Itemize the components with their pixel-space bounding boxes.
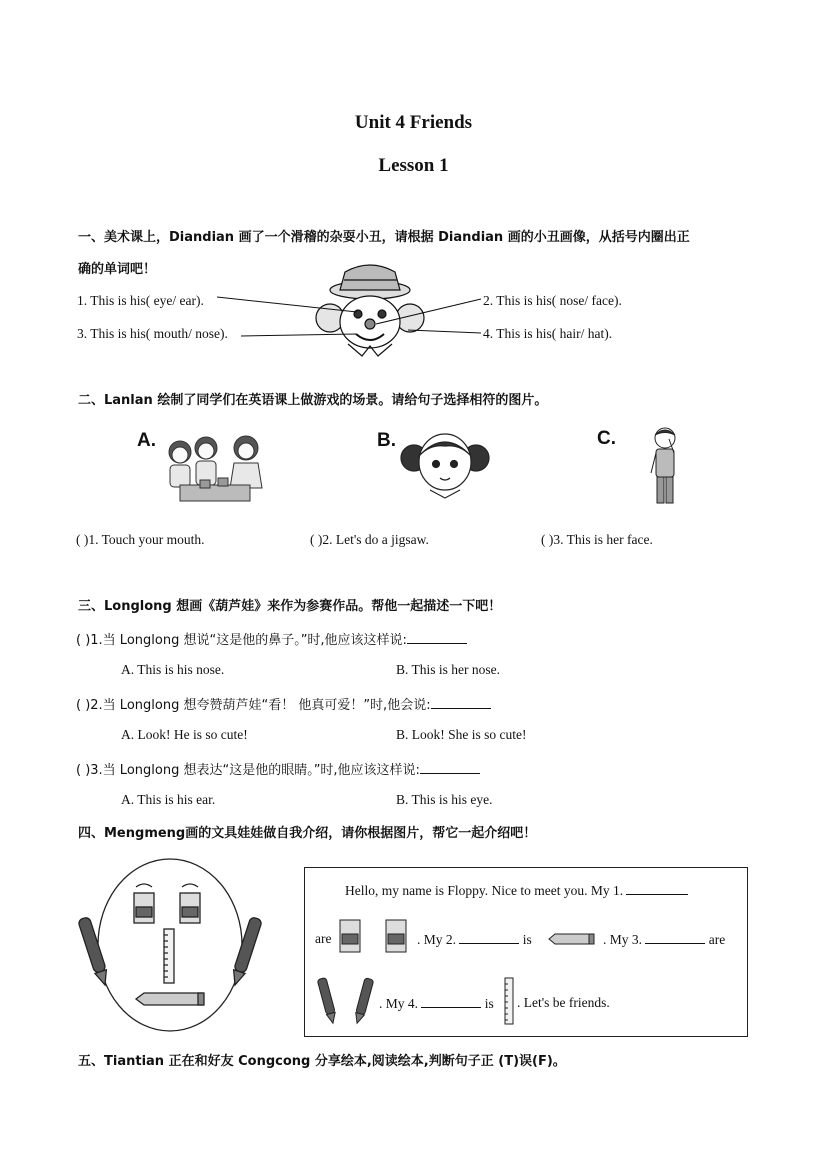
- s1-item-4: 4. This is his( hair/ hat).: [483, 326, 613, 341]
- section1-title-line2: 确的单词吧！: [78, 262, 157, 277]
- kids-jigsaw-image: [160, 430, 270, 510]
- unit-title: Unit 4 Friends: [354, 112, 473, 133]
- intro-line-1: Hello, my name is Floppy. Nice to meet you. My 1.: [345, 882, 688, 899]
- answer-blank-3[interactable]: [645, 931, 705, 944]
- s2-item-1: ( )1. Touch your mouth.: [76, 532, 205, 547]
- eraser-icons: [338, 918, 398, 956]
- intro-line-3-end: . Let's be friends.: [517, 995, 610, 1010]
- lesson-title: Lesson 1: [378, 155, 449, 176]
- picture-label-c: C.: [597, 428, 616, 449]
- section4-title: 四、Mengmeng画的文具娃娃做自我介绍，请你根据图片，帮它一起介绍吧！: [78, 826, 537, 841]
- girl-face-image: [400, 428, 490, 502]
- s3-q1-option-b: B. This is her nose.: [396, 662, 500, 677]
- s3-q1-option-a: A. This is his nose.: [121, 662, 225, 677]
- intro-box: [304, 867, 748, 1037]
- stationery-doll-image: [78, 855, 268, 1035]
- s1-item-1: 1. This is his( eye/ ear).: [77, 293, 204, 308]
- answer-blank-2[interactable]: [459, 931, 519, 944]
- s3-q3-option-b: B. This is his eye.: [396, 792, 493, 807]
- s3-q3-option-a: A. This is his ear.: [121, 792, 216, 807]
- clown-illustration: [0, 0, 827, 400]
- boy-standing-image: [645, 425, 685, 513]
- answer-blank-1[interactable]: [626, 882, 688, 895]
- s3-q1-stem: ( )1.当 Longlong 想说“这是他的鼻子。”时,他应该这样说:: [76, 629, 467, 648]
- ruler-icon: [503, 976, 515, 1026]
- answer-blank[interactable]: [420, 761, 480, 774]
- intro-line-2-my3: . My 3. are: [603, 932, 726, 947]
- section2-title: 二、Lanlan 绘制了同学们在英语课上做游戏的场景。请给句子选择相符的图片。: [78, 393, 548, 408]
- answer-blank[interactable]: [431, 696, 491, 709]
- answer-blank-4[interactable]: [421, 995, 481, 1008]
- s2-item-3: ( )3. This is her face.: [541, 532, 653, 547]
- s3-q2-stem: ( )2.当 Longlong 想夸赞葫芦娃“看！ 他真可爱！”时,他会说:: [76, 694, 491, 713]
- intro-line-2-are: are: [315, 931, 332, 946]
- section1-title-line1: 一、美术课上，Diandian 画了一个滑稽的杂耍小丑，请根据 Diandian 画的小丑画像，从括号内圈出正: [78, 230, 690, 245]
- s1-item-2: 2. This is his( nose/ face).: [483, 293, 622, 308]
- s3-q3-stem: ( )3.当 Longlong 想表达“这是他的眼睛。”时,他应该这样说:: [76, 759, 480, 778]
- intro-line-2-my2: . My 2. is: [417, 932, 532, 947]
- picture-label-b: B.: [377, 430, 396, 451]
- pencil-icon: [547, 932, 597, 946]
- s3-q2-option-a: A. Look! He is so cute!: [121, 727, 248, 742]
- section5-title: 五、Tiantian 正在和好友 Congcong 分享绘本,阅读绘本,判断句子正 (T)误(F)。: [78, 1054, 566, 1069]
- s1-item-3: 3. This is his( mouth/ nose).: [77, 326, 228, 341]
- s3-q2-option-b: B. Look! She is so cute!: [396, 727, 527, 742]
- pens-icon: [317, 976, 377, 1026]
- answer-blank[interactable]: [407, 631, 467, 644]
- intro-line-3: . My 4. is: [379, 996, 494, 1011]
- section3-title: 三、Longlong 想画《葫芦娃》来作为参赛作品。帮他一起描述一下吧！: [78, 599, 502, 614]
- picture-label-a: A.: [137, 430, 156, 451]
- s2-item-2: ( )2. Let's do a jigsaw.: [310, 532, 429, 547]
